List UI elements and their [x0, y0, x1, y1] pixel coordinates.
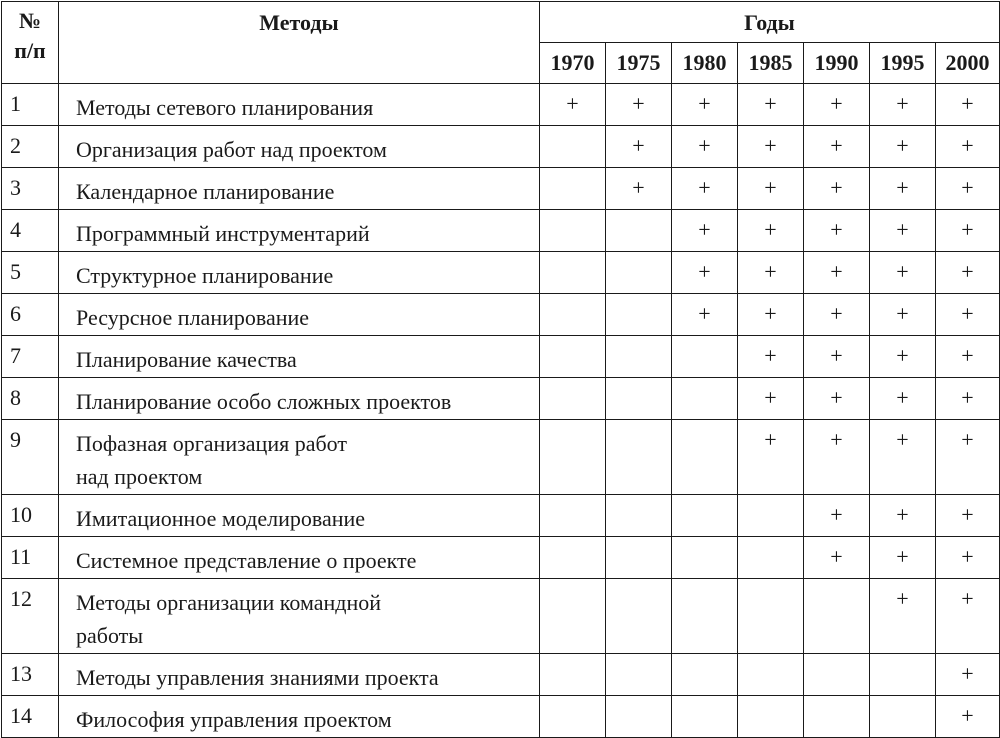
row-number: 8: [2, 378, 59, 420]
plus-mark-cell: +: [672, 252, 738, 294]
empty-mark-cell: [540, 210, 606, 252]
empty-mark-cell: [540, 654, 606, 696]
row-number: 14: [2, 696, 59, 738]
table-row: [2, 579, 1000, 654]
year-header: 1990: [804, 43, 870, 84]
plus-mark-cell: +: [804, 210, 870, 252]
number-column-header: [2, 2, 59, 84]
empty-mark-cell: [804, 654, 870, 696]
plus-mark-cell: +: [804, 126, 870, 168]
plus-mark-cell: +: [936, 210, 1000, 252]
plus-mark-cell: +: [738, 210, 804, 252]
plus-mark-cell: +: [870, 210, 936, 252]
row-number: 2: [2, 126, 59, 168]
empty-mark-cell: [738, 654, 804, 696]
plus-mark-cell: +: [738, 378, 804, 420]
empty-mark-cell: [606, 378, 672, 420]
method-name: [59, 537, 540, 579]
year-header: 2000: [936, 43, 1000, 84]
year-header: 1975: [606, 43, 672, 84]
plus-mark-cell: +: [936, 252, 1000, 294]
row-number: 10: [2, 495, 59, 537]
plus-mark-cell: +: [738, 294, 804, 336]
year-header: 1985: [738, 43, 804, 84]
empty-mark-cell: [672, 420, 738, 495]
table-row: [2, 84, 1000, 126]
plus-mark-cell: +: [870, 126, 936, 168]
table-row: [2, 252, 1000, 294]
plus-mark-cell: +: [936, 495, 1000, 537]
empty-mark-cell: [738, 696, 804, 738]
plus-mark-cell: +: [936, 336, 1000, 378]
plus-mark-cell: +: [870, 252, 936, 294]
empty-mark-cell: [606, 537, 672, 579]
method-name-line1: Методы сетевого планирования: [76, 95, 374, 120]
method-name-line1: Календарное планирование: [76, 179, 335, 204]
table-row: [2, 420, 1000, 495]
empty-mark-cell: [540, 378, 606, 420]
method-name-line2: над проектом: [76, 464, 203, 489]
empty-mark-cell: [606, 294, 672, 336]
table-row: [2, 294, 1000, 336]
empty-mark-cell: [672, 579, 738, 654]
plus-mark-cell: +: [804, 168, 870, 210]
plus-mark-cell: +: [936, 378, 1000, 420]
plus-mark-cell: +: [738, 168, 804, 210]
empty-mark-cell: [606, 210, 672, 252]
empty-mark-cell: [540, 420, 606, 495]
method-name: [59, 210, 540, 252]
method-name-line1: Программный инструментарий: [76, 221, 370, 246]
empty-mark-cell: [606, 579, 672, 654]
method-name-line1: Организация работ над проектом: [76, 137, 387, 162]
table-row: [2, 537, 1000, 579]
plus-mark-cell: +: [672, 84, 738, 126]
number-header-line1: №: [18, 8, 42, 33]
plus-mark-cell: +: [672, 294, 738, 336]
plus-mark-cell: +: [804, 495, 870, 537]
plus-mark-cell: +: [672, 168, 738, 210]
year-header: 1970: [540, 43, 606, 84]
row-number: 4: [2, 210, 59, 252]
empty-mark-cell: [672, 495, 738, 537]
plus-mark-cell: +: [804, 378, 870, 420]
plus-mark-cell: +: [936, 579, 1000, 654]
method-name-line1: Методы организации командной: [76, 590, 382, 615]
method-name: [59, 252, 540, 294]
method-name: [59, 495, 540, 537]
method-name-line2: работы: [76, 623, 144, 648]
row-number: 13: [2, 654, 59, 696]
empty-mark-cell: [738, 579, 804, 654]
row-number: 9: [2, 420, 59, 495]
row-number: 3: [2, 168, 59, 210]
plus-mark-cell: +: [870, 378, 936, 420]
empty-mark-cell: [540, 696, 606, 738]
plus-mark-cell: +: [738, 252, 804, 294]
table-row: [2, 210, 1000, 252]
plus-mark-cell: +: [606, 84, 672, 126]
empty-mark-cell: [870, 654, 936, 696]
empty-mark-cell: [606, 336, 672, 378]
table-row: [2, 126, 1000, 168]
method-name-line1: Имитационное моделирование: [76, 506, 366, 531]
plus-mark-cell: +: [870, 336, 936, 378]
table-row: [2, 654, 1000, 696]
plus-mark-cell: +: [804, 252, 870, 294]
method-name: [59, 378, 540, 420]
plus-mark-cell: +: [870, 168, 936, 210]
method-name: [59, 168, 540, 210]
empty-mark-cell: [738, 495, 804, 537]
empty-mark-cell: [606, 654, 672, 696]
plus-mark-cell: +: [738, 420, 804, 495]
empty-mark-cell: [540, 537, 606, 579]
plus-mark-cell: +: [936, 420, 1000, 495]
empty-mark-cell: [540, 336, 606, 378]
plus-mark-cell: +: [804, 537, 870, 579]
empty-mark-cell: [540, 126, 606, 168]
empty-mark-cell: [672, 378, 738, 420]
plus-mark-cell: +: [936, 537, 1000, 579]
header-row-top: [2, 2, 1000, 43]
table-body: [2, 84, 1000, 738]
plus-mark-cell: +: [738, 336, 804, 378]
empty-mark-cell: [606, 252, 672, 294]
table-row: [2, 336, 1000, 378]
method-name-line1: Структурное планирование: [76, 263, 334, 288]
empty-mark-cell: [804, 579, 870, 654]
method-name-line1: Планирование особо сложных проектов: [76, 389, 452, 414]
empty-mark-cell: [540, 495, 606, 537]
method-name-line1: Пофазная организация работ: [76, 431, 347, 456]
method-name: [59, 336, 540, 378]
method-name: [59, 579, 540, 654]
plus-mark-cell: +: [870, 84, 936, 126]
method-name-line1: Ресурсное планирование: [76, 305, 310, 330]
plus-mark-cell: +: [870, 495, 936, 537]
row-number: 12: [2, 579, 59, 654]
empty-mark-cell: [672, 696, 738, 738]
plus-mark-cell: +: [804, 84, 870, 126]
plus-mark-cell: +: [606, 126, 672, 168]
method-name: [59, 420, 540, 495]
method-name-line1: Философия управления проектом: [76, 707, 392, 732]
plus-mark-cell: +: [936, 84, 1000, 126]
plus-mark-cell: +: [738, 126, 804, 168]
methods-table: [1, 1, 1000, 738]
empty-mark-cell: [540, 168, 606, 210]
empty-mark-cell: [606, 495, 672, 537]
plus-mark-cell: +: [870, 537, 936, 579]
plus-mark-cell: +: [804, 294, 870, 336]
empty-mark-cell: [606, 420, 672, 495]
row-number: 5: [2, 252, 59, 294]
plus-mark-cell: +: [804, 420, 870, 495]
empty-mark-cell: [672, 336, 738, 378]
table-row: [2, 696, 1000, 738]
empty-mark-cell: [540, 252, 606, 294]
empty-mark-cell: [672, 537, 738, 579]
years-group-header: Годы: [540, 2, 1000, 43]
plus-mark-cell: +: [738, 84, 804, 126]
method-name: [59, 654, 540, 696]
plus-mark-cell: +: [870, 420, 936, 495]
plus-mark-cell: +: [870, 579, 936, 654]
method-name: [59, 84, 540, 126]
plus-mark-cell: +: [606, 168, 672, 210]
method-name-line1: Методы управления знаниями проекта: [76, 665, 439, 690]
plus-mark-cell: +: [936, 294, 1000, 336]
number-header-line2: п/п: [14, 38, 46, 63]
table-row: [2, 378, 1000, 420]
table-row: [2, 495, 1000, 537]
empty-mark-cell: [606, 696, 672, 738]
plus-mark-cell: +: [540, 84, 606, 126]
plus-mark-cell: +: [936, 126, 1000, 168]
empty-mark-cell: [540, 579, 606, 654]
method-name-line1: Системное представление о проекте: [76, 548, 417, 573]
plus-mark-cell: +: [936, 654, 1000, 696]
empty-mark-cell: [804, 696, 870, 738]
year-header: 1980: [672, 43, 738, 84]
methods-column-header: Методы: [59, 2, 540, 84]
row-number: 1: [2, 84, 59, 126]
plus-mark-cell: +: [870, 294, 936, 336]
method-name: [59, 126, 540, 168]
plus-mark-cell: +: [936, 696, 1000, 738]
empty-mark-cell: [540, 294, 606, 336]
method-name: [59, 294, 540, 336]
row-number: 11: [2, 537, 59, 579]
plus-mark-cell: +: [804, 336, 870, 378]
method-name: [59, 696, 540, 738]
row-number: 6: [2, 294, 59, 336]
empty-mark-cell: [672, 654, 738, 696]
year-header: 1995: [870, 43, 936, 84]
plus-mark-cell: +: [672, 210, 738, 252]
empty-mark-cell: [870, 696, 936, 738]
empty-mark-cell: [738, 537, 804, 579]
method-name-line1: Планирование качества: [76, 347, 297, 372]
table-row: [2, 168, 1000, 210]
plus-mark-cell: +: [672, 126, 738, 168]
row-number: 7: [2, 336, 59, 378]
plus-mark-cell: +: [936, 168, 1000, 210]
